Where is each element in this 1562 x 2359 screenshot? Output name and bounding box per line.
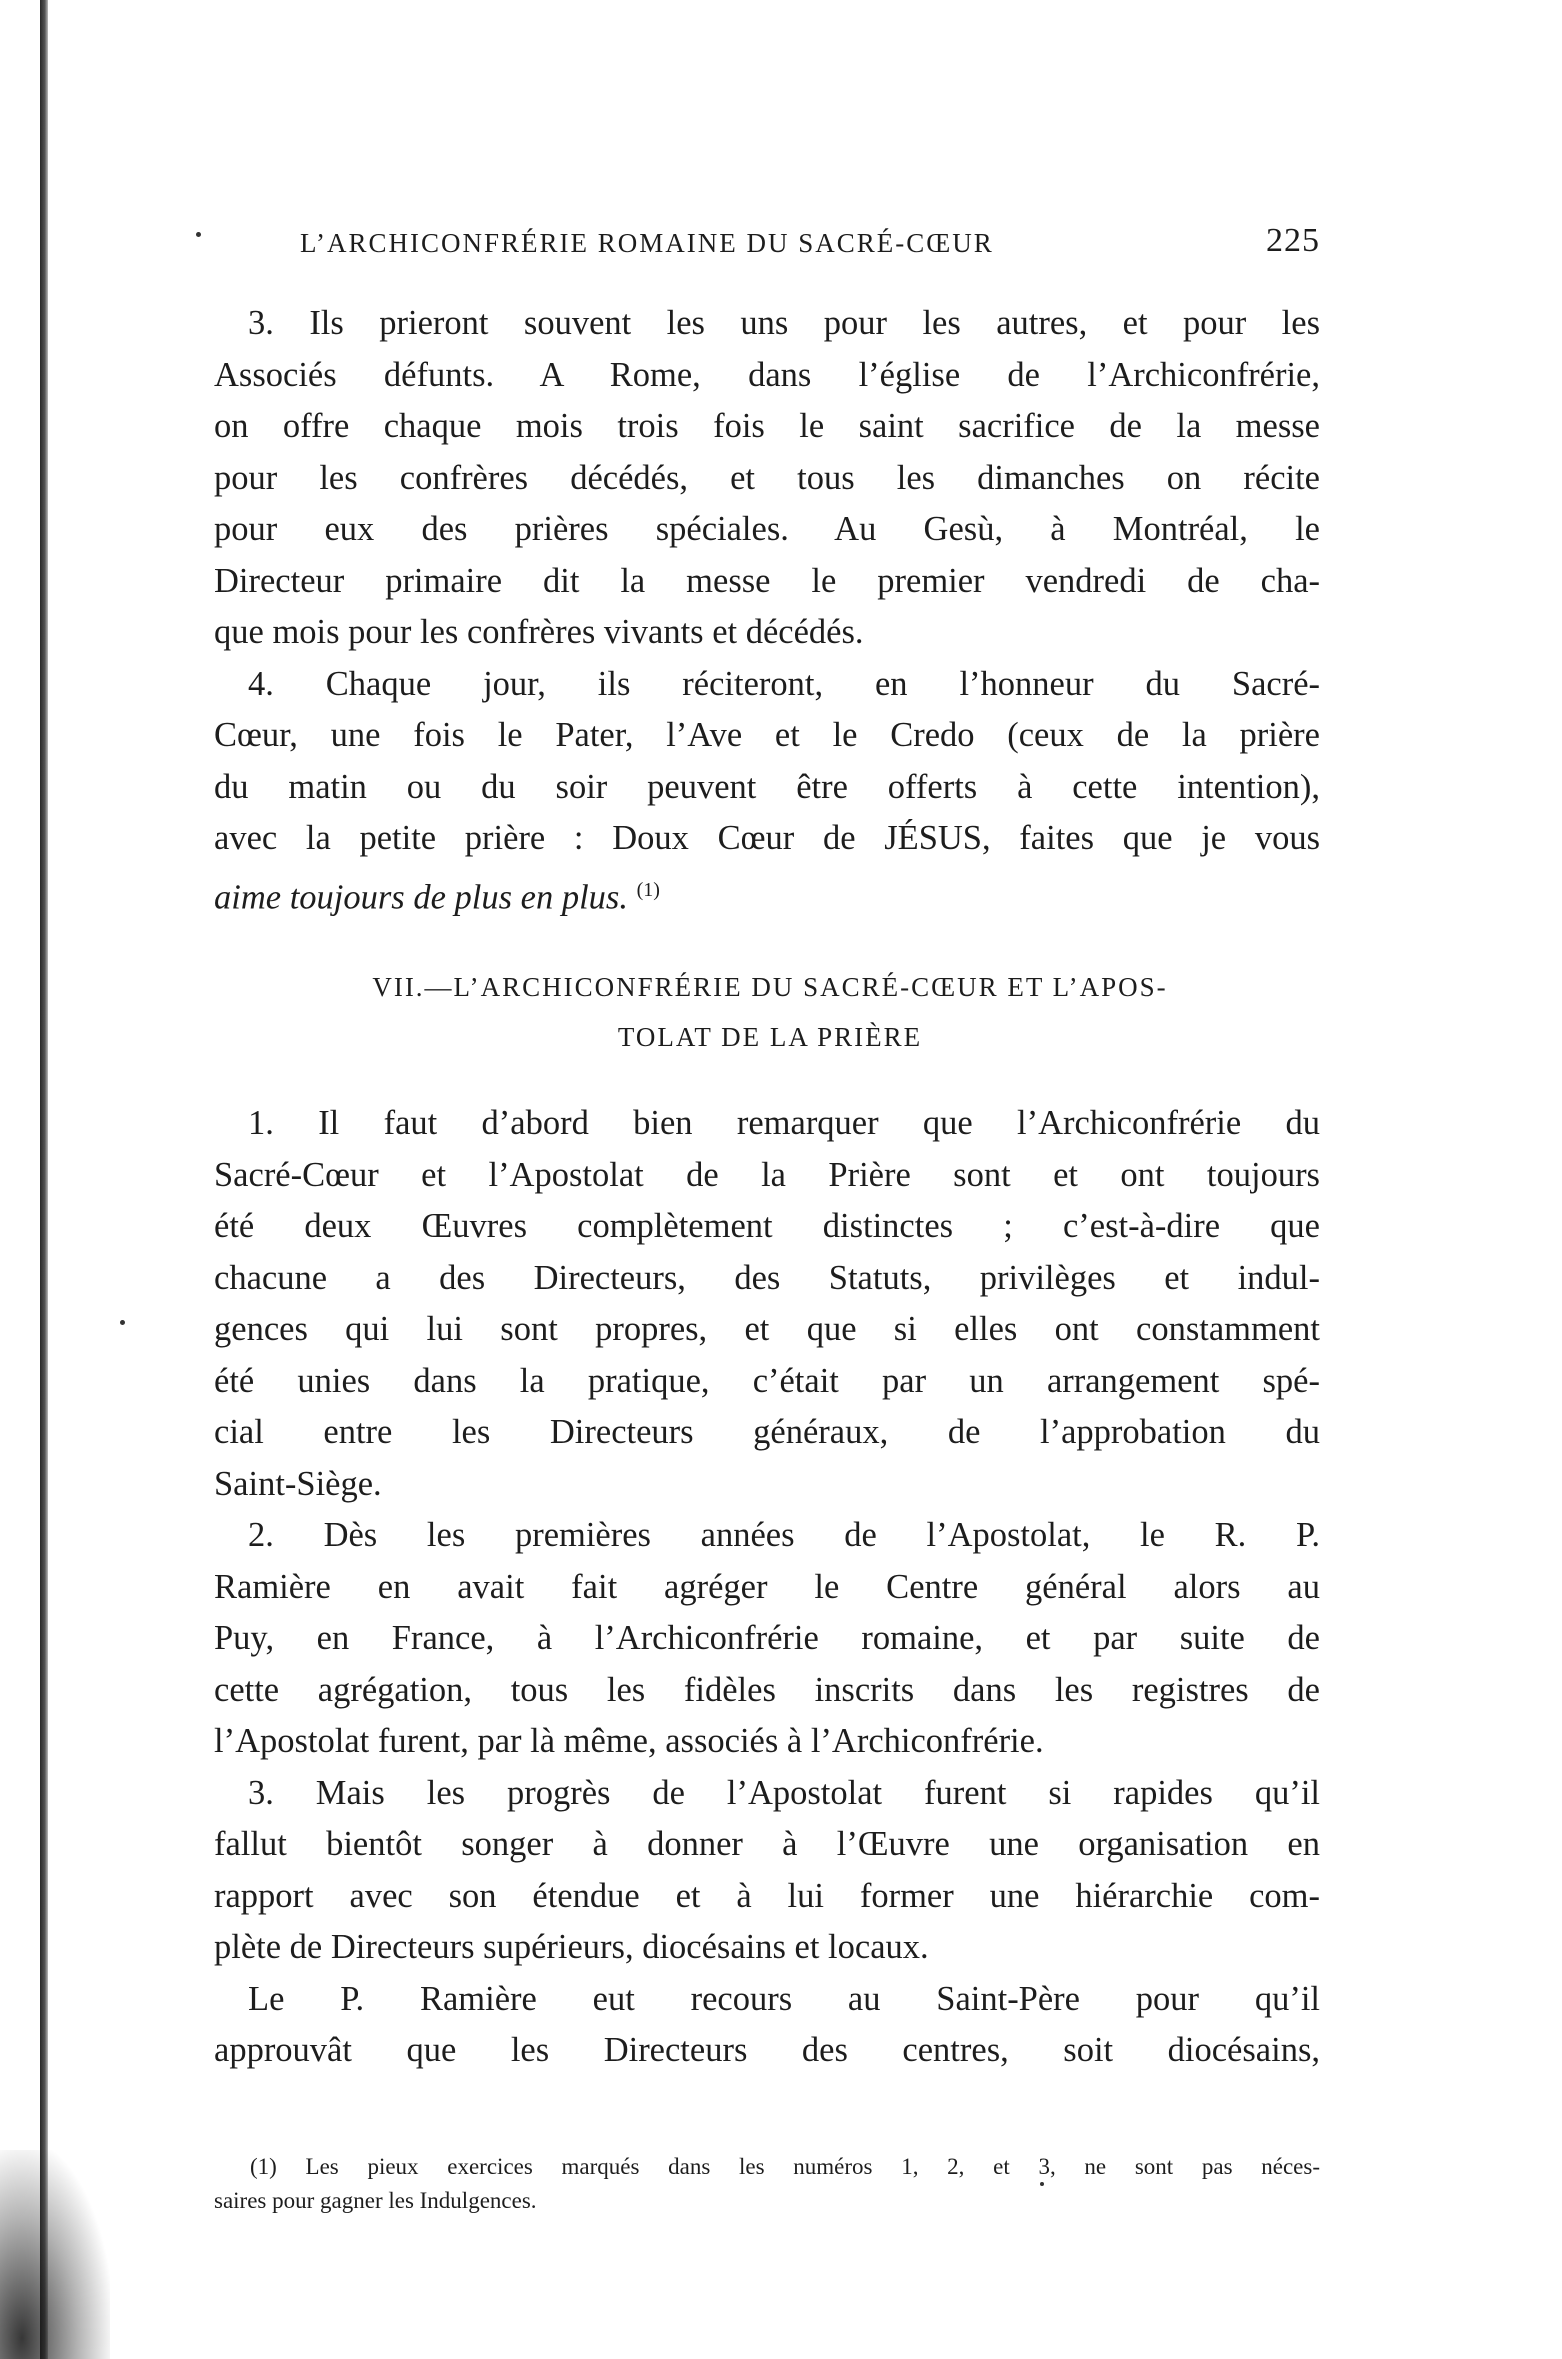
text-line: Sacré-Cœur et l’Apostolat de la Prière sont et ont toujours (214, 1155, 1320, 1194)
text-line: Associés défunts. A Rome, dans l’église de l’Archiconfrérie, (214, 355, 1320, 394)
footnote-line: (1) Les pieux exercices marqués dans les numéros 1, 2, et 3, ne sont pas néces- (250, 2154, 1320, 2179)
footnote-line: saires pour gagner les Indulgences. (214, 2188, 537, 2213)
text-line: 3. Ils prieront souvent les uns pour les autres, et pour les (248, 304, 1320, 342)
text-line: approuvât que les Directeurs des centres, soit diocésains, (214, 2031, 1320, 2069)
text-line: du matin ou du soir peuvent être offerts à cette intention), (214, 767, 1320, 806)
text-line: gences qui lui sont propres, et que si elles ont constamment (214, 1310, 1320, 1348)
text-line: pour eux des prières spéciales. Au Gesù, à Montréal, le (214, 510, 1320, 548)
text-line: 2. Dès les premières années de l’Apostolat, le R. P. (248, 1516, 1320, 1554)
lower-text-block (214, 1098, 1320, 2077)
section-heading-line-1: VII.—L’ARCHICONFRÉRIE DU SACRÉ-CŒUR ET L’APOS- (372, 972, 1168, 1002)
page-binding-edge (40, 0, 48, 2359)
text-line: 1. Il faut d’abord bien remarquer que l’Archiconfrérie du (248, 1104, 1320, 1142)
text-line: Puy, en France, à l’Archiconfrérie romaine, et par suite de (214, 1619, 1320, 1657)
text-line: Le P. Ramière eut recours au Saint-Père pour qu’il (248, 1979, 1320, 2018)
italic-prayer-end: aime toujours de plus en plus. (214, 878, 628, 916)
scan-speck (196, 232, 201, 237)
text-line: Ramière en avait fait agréger le Centre général alors au (214, 1567, 1320, 1606)
text-line: on offre chaque mois trois fois le saint sacrifice de la messe (214, 407, 1320, 445)
scan-speck (120, 1320, 125, 1325)
section-paragraph-1 (214, 1098, 1320, 1510)
text-line: que mois pour les confrères vivants et décédés. (214, 613, 864, 651)
paragraph-4 (214, 659, 1320, 917)
text-line: Cœur, une fois le Pater, l’Ave et le Credo (ceux de la prière (214, 716, 1320, 754)
paragraph-3 (214, 298, 1320, 659)
upper-text-block (214, 298, 1320, 916)
text-line: cette agrégation, tous les fidèles inscrits dans les registres de (214, 1670, 1320, 1709)
running-head: L’ARCHICONFRÉRIE ROMAINE DU SACRÉ-CŒUR (300, 228, 994, 258)
footnote-reference: (1) (636, 878, 660, 901)
text-line: 3. Mais les progrès de l’Apostolat furent si rapides qu’il (248, 1773, 1320, 1812)
section-heading-line-2: TOLAT DE LA PRIÈRE (617, 1022, 923, 1052)
text-line: rapport avec son étendue et à lui former une hiérarchie com- (214, 1876, 1320, 1915)
text-line: été unies dans la pratique, c’était par un arrangement spé- (214, 1361, 1320, 1400)
text-line: chacune a des Directeurs, des Statuts, privilèges et indul- (214, 1258, 1320, 1297)
page-number: 225 (1266, 222, 1320, 259)
section-paragraph-4 (214, 1974, 1320, 2077)
text-line: Directeur primaire dit la messe le premier vendredi de cha- (214, 561, 1320, 600)
text-line: plète de Directeurs supérieurs, diocésains et locaux. (214, 1928, 929, 1966)
text-line: avec la petite prière : Doux Cœur de JÉSUS, faites que je vous (214, 819, 1320, 857)
scan-shadow (0, 2150, 110, 2359)
text-line: pour les confrères décédés, et tous les dimanches on récite (214, 458, 1320, 497)
text-line: Saint-Siège. (214, 1464, 382, 1503)
text-line-with-note (214, 865, 1320, 917)
text-line: été deux Œuvres complètement distinctes ; c’est-à-dire que (214, 1207, 1320, 1245)
text-line: 4. Chaque jour, ils réciteront, en l’honneur du Sacré- (248, 664, 1320, 703)
section-paragraph-2 (214, 1510, 1320, 1768)
page-header (300, 222, 1320, 272)
text-line: l’Apostolat furent, par là même, associés à l’Archiconfrérie. (214, 1722, 1044, 1760)
section-heading (260, 962, 1280, 1062)
text-line: fallut bientôt songer à donner à l’Œuvre une organisation en (214, 1825, 1320, 1863)
text-line: cial entre les Directeurs généraux, de l’approbation du (214, 1413, 1320, 1451)
section-paragraph-3 (214, 1768, 1320, 1974)
footnote-block (214, 2150, 1320, 2218)
